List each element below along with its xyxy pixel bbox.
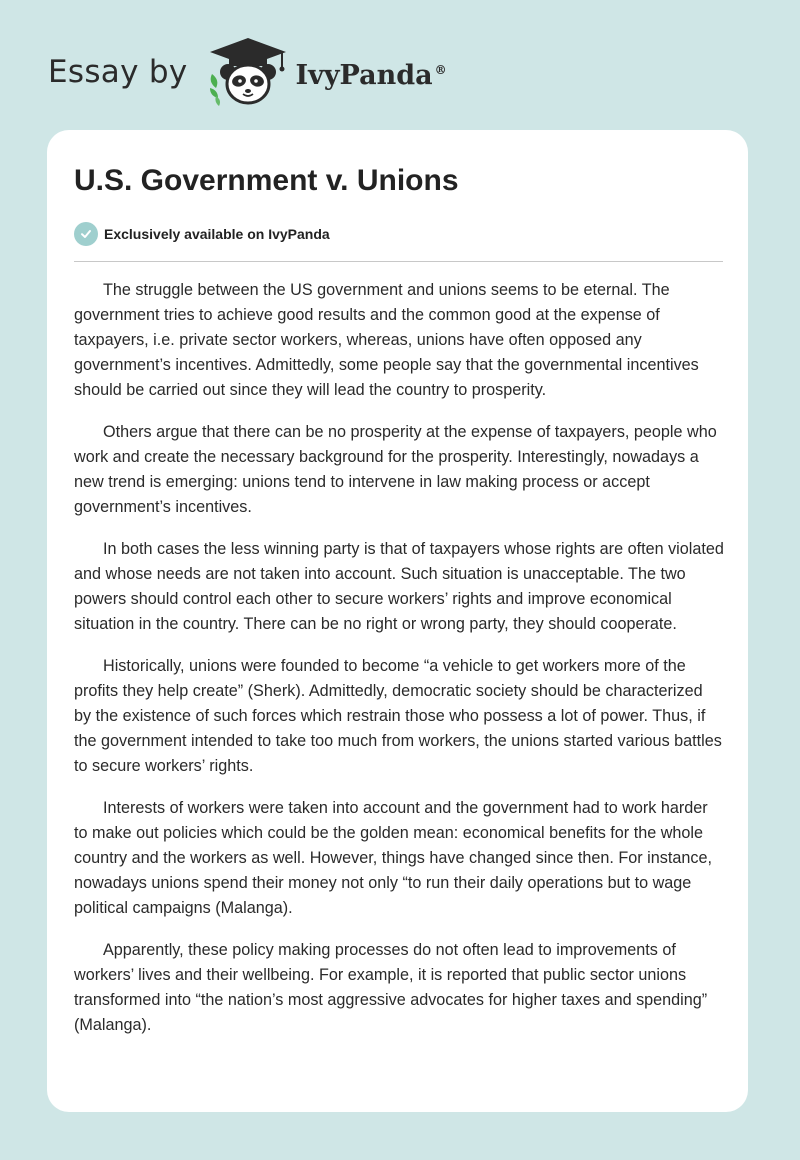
panda-graduate-icon bbox=[202, 36, 294, 108]
paragraph: Others argue that there can be no prosperity at the expense of taxpayers, people who work and create the necessary background for the prosperity. Interestingly, nowadays a new trend is emerging: unions tend to intervene in law making process or accept government’s incentives. bbox=[74, 423, 717, 516]
exclusive-badge bbox=[74, 222, 330, 246]
paragraph: Historically, unions were founded to become “a vehicle to get workers more of the profits they help create” (Sherk). Admittedly, democratic society should be characterized by the existence of such forces which restrain those who possess a lot of power. Thus, if the government intended to take too much from workers, the unions started various battles to secure workers’ rights. bbox=[74, 657, 722, 775]
registered-mark: ® bbox=[434, 62, 447, 77]
paragraph: Interests of workers were taken into account and the government had to work harder to make out policies which could be the golden mean: economical benefits for the whole country and the workers as well. However, things have changed since then. For instance, nowadays unions spend their money not only “to run their daily operations but to wage political campaigns (Malanga). bbox=[74, 799, 712, 917]
page-title: U.S. Government v. Unions bbox=[74, 164, 459, 197]
brand-header bbox=[48, 36, 447, 108]
exclusive-badge-text: Exclusively available on IvyPanda bbox=[104, 226, 330, 242]
paragraph: In both cases the less winning party is that of taxpayers whose rights are often violated and whose needs are not taken into account. Such situation is unacceptable. The two powers should control each other to secure workers’ rights and improve economical situation in the country. There can be no right or wrong party, they should cooperate. bbox=[74, 540, 724, 633]
essay-body bbox=[74, 278, 724, 1055]
divider bbox=[74, 261, 723, 262]
paragraph: Apparently, these policy making processes do not often lead to improvements of workers’ lives and their wellbeing. For example, it is reported that public sector unions transformed into “the nation’s most aggressive advocates for higher taxes and spending” (Malanga). bbox=[74, 941, 708, 1034]
brand-name: IvyPanda ® bbox=[295, 59, 447, 91]
paragraph: The struggle between the US government and unions seems to be eternal. The government tries to achieve good results and the common good at the expense of taxpayers, i.e. private sector workers, whereas, unions have often opposed any government’s incentives. Admittedly, some people say that the governmental incentives should be carried out since they will lead the country to prosperity. bbox=[74, 281, 699, 399]
check-circle-icon bbox=[74, 222, 98, 246]
essay-card bbox=[47, 130, 748, 1112]
brand-prefix: Essay by bbox=[48, 54, 188, 90]
